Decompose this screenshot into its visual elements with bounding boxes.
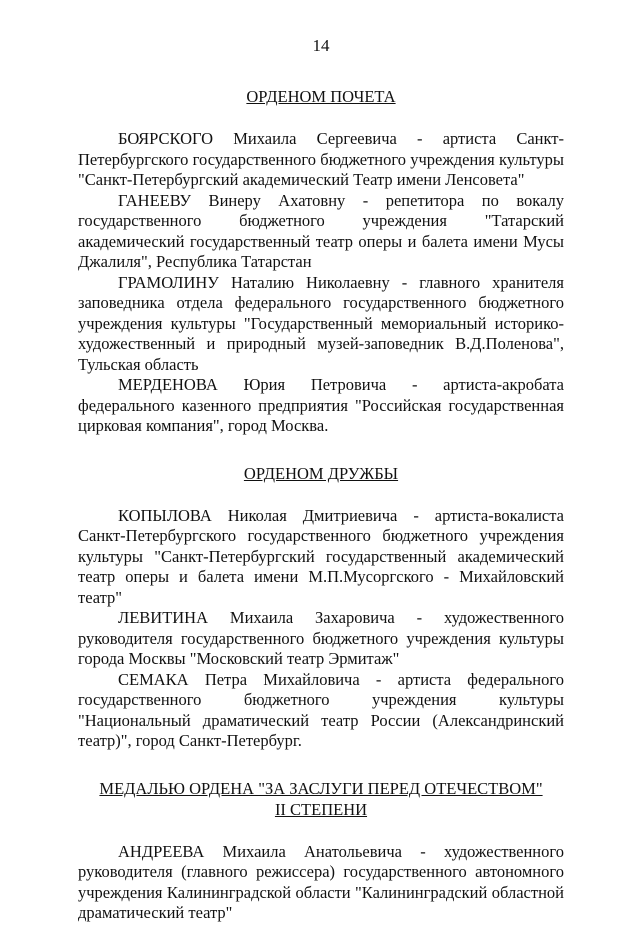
award-entry: ЛЕВИТИНА Михаила Захаровича - художественного руководителя государственного бюджетного учреждения культуры города Москвы "Московский театр Эрмитаж" <box>78 608 564 668</box>
section-order-of-honour <box>78 86 564 437</box>
section-heading-block <box>78 463 564 484</box>
award-entry: КОПЫЛОВА Николая Дмитриевича - артиста-вокалиста Санкт-Петербургского государственного бюджетного учреждения культуры "Санкт-Петербургский государственный академический театр оперы и балета имени М.П.Мусоргского - Михайловский театр" <box>78 505 564 607</box>
section-heading-block <box>78 86 564 107</box>
section-heading: ОРДЕНОМ ДРУЖБЫ <box>243 463 399 483</box>
award-entry: БОЯРСКОГО Михаила Сергеевича - артиста Санкт-Петербургского государственного бюджетного учреждения культуры "Санкт-Петербургский академический Театр имени Ленсовета" <box>78 129 564 189</box>
award-entry: СЕМАКА Петра Михайловича - артиста федерального государственного бюджетного учреждения культуры "Национальный драматический театр России (Александринский театр)", город Санкт-Петербург. <box>78 669 564 750</box>
page-number: 14 <box>312 36 330 55</box>
section-order-of-friendship <box>78 463 564 752</box>
section-heading-block <box>78 778 564 820</box>
document-page <box>78 36 564 950</box>
section-heading: МЕДАЛЬЮ ОРДЕНА "ЗА ЗАСЛУГИ ПЕРЕД ОТЕЧЕСТВОМ" <box>99 778 543 798</box>
award-entry: ГРАМОЛИНУ Наталию Николаевну - главного хранителя заповедника отдела федерального государственного бюджетного учреждения культуры "Государственный мемориальный историко-художественный и природный музей-заповедник В.Д.Поленова", Тульская область <box>78 272 564 374</box>
section-heading-degree: II СТЕПЕНИ <box>274 799 368 819</box>
award-entry: АНДРЕЕВА Михаила Анатольевича - художественного руководителя (главного режиссера) государственного автономного учреждения Калининградской области "Калининградский областной драматический театр" <box>78 841 564 922</box>
award-entry: МЕРДЕНОВА Юрия Петровича - артиста-акробата федерального казенного предприятия "Российская государственная цирковая компания", город Москва. <box>78 375 564 435</box>
section-heading: ОРДЕНОМ ПОЧЕТА <box>246 87 396 106</box>
award-entry: ГАНЕЕВУ Винеру Ахатовну - репетитора по вокалу государственного бюджетного учреждения "Татарский академический государственный театр оперы и балета имени Мусы Джалиля", Республика Татарстан <box>78 190 564 271</box>
section-medal-merit-fatherland <box>78 778 564 924</box>
